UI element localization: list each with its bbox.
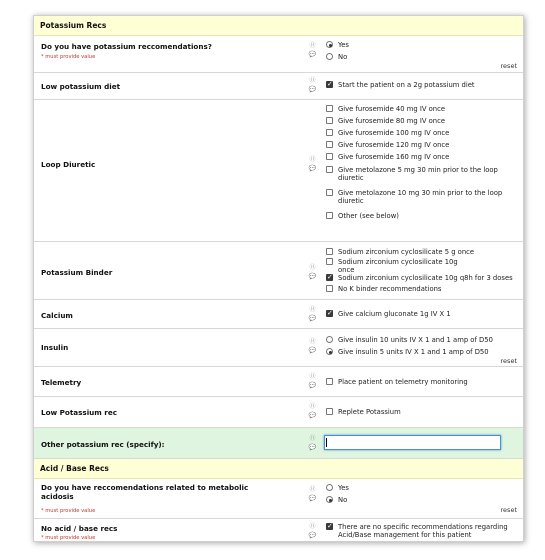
checkbox-furosemide-160[interactable] — [326, 153, 333, 160]
checkbox-label: Give furosemide 80 mg IV once — [338, 117, 446, 125]
checkbox-potassium-diet[interactable] — [326, 81, 333, 88]
row-telemetry — [34, 367, 523, 397]
checkbox-label: Give furosemide 100 mg IV once — [338, 129, 450, 137]
checkbox-label: Give furosemide 40 mg IV once — [338, 105, 446, 113]
comment-icon[interactable]: 💬 — [308, 347, 317, 354]
radio-no-label: No — [338, 53, 348, 61]
checkbox-label: Give metolazone 10 mg 30 min prior to the loop diuretic — [338, 189, 503, 205]
radio-no[interactable] — [326, 496, 333, 503]
text-caret — [326, 438, 327, 447]
question-label: Potassium Binder — [41, 268, 113, 277]
checkbox-label: Other (see below) — [338, 212, 399, 220]
checkbox-label: Replete Potassium — [338, 408, 401, 416]
question-label: Do you have potassium reccomendations? — [41, 42, 212, 51]
checkbox-szc-5g[interactable] — [326, 248, 333, 255]
reset-link[interactable]: reset — [500, 506, 517, 514]
checkbox-furosemide-40[interactable] — [326, 105, 333, 112]
checkbox-label: No K binder recommendations — [338, 285, 442, 293]
checkbox-label: Give calcium gluconate 1g IV X 1 — [338, 310, 451, 318]
checkbox-metolazone-5[interactable] — [326, 166, 333, 173]
checkbox-furosemide-100[interactable] — [326, 129, 333, 136]
radio-yes[interactable] — [326, 484, 333, 491]
checkbox-metolazone-10[interactable] — [326, 189, 333, 196]
question-label: No acid / base recs — [41, 524, 118, 533]
row-potassium-recs — [34, 36, 523, 73]
question-label: Loop Diuretic — [41, 160, 96, 169]
row-other-potassium — [34, 428, 523, 459]
other-potassium-input[interactable] — [324, 435, 501, 450]
history-icon[interactable]: Ⓗ — [309, 486, 316, 493]
required-note: * must provide value — [41, 54, 96, 60]
checkbox-szc-10g-q8h[interactable] — [326, 274, 333, 281]
comment-icon[interactable]: 💬 — [308, 51, 317, 58]
question-label: Insulin — [41, 343, 69, 352]
checkbox-label: Sodium zirconium cyclosilicate 5 g once — [338, 248, 475, 256]
history-icon[interactable]: Ⓗ — [309, 435, 316, 442]
question-label: Other potassium rec (specify): — [41, 440, 165, 449]
checkbox-label: Place patient on telemetry monitoring — [338, 378, 468, 386]
checkbox-furosemide-120[interactable] — [326, 141, 333, 148]
history-icon[interactable]: Ⓗ — [309, 523, 316, 530]
row-calcium — [34, 300, 523, 329]
survey-form — [33, 15, 524, 542]
history-icon[interactable]: Ⓗ — [309, 42, 316, 49]
checkbox-szc-10g-once[interactable] — [326, 258, 333, 265]
radio-label: Give insulin 5 units IV X 1 and 1 amp of D50 — [338, 348, 489, 356]
checkbox-label: Start the patient on a 2g potassium diet — [338, 81, 475, 89]
radio-insulin-5[interactable] — [326, 348, 333, 355]
radio-yes-label: Yes — [338, 41, 349, 49]
question-label: Low potassium diet — [41, 82, 121, 91]
row-low-potassium-diet — [34, 73, 523, 100]
radio-insulin-10[interactable] — [326, 336, 333, 343]
history-icon[interactable]: Ⓗ — [309, 77, 316, 84]
checkbox-no-acid-base[interactable] — [326, 523, 333, 530]
checkbox-other[interactable] — [326, 212, 333, 219]
question-label: Calcium — [41, 311, 73, 320]
reset-link[interactable]: reset — [500, 357, 517, 365]
reset-link[interactable]: reset — [500, 62, 517, 70]
comment-icon[interactable]: 💬 — [308, 165, 317, 172]
row-acid-base-recs — [34, 479, 523, 519]
question-label: Low Potassium rec — [41, 408, 117, 417]
radio-no-label: No — [338, 496, 348, 504]
required-note: * must provide value — [41, 508, 96, 514]
section-header-acid-base: Acid / Base Recs — [34, 459, 523, 479]
checkbox-replete-potassium[interactable] — [326, 408, 333, 415]
radio-no[interactable] — [326, 53, 333, 60]
question-label: Telemetry — [41, 378, 82, 387]
comment-icon[interactable]: 💬 — [308, 444, 317, 451]
row-potassium-binder — [34, 242, 523, 300]
history-icon[interactable]: Ⓗ — [309, 338, 316, 345]
checkbox-label: Give furosemide 120 mg IV once — [338, 141, 450, 149]
radio-yes[interactable] — [326, 41, 333, 48]
checkbox-calcium[interactable] — [326, 310, 333, 317]
history-icon[interactable]: Ⓗ — [309, 264, 316, 271]
section-header-potassium: Potassium Recs — [34, 16, 523, 36]
comment-icon[interactable]: 💬 — [308, 532, 317, 539]
comment-icon[interactable]: 💬 — [308, 273, 317, 280]
checkbox-label: Sodium zirconium cyclosilicate 10g q8h for 3 doses — [338, 274, 513, 282]
checkbox-furosemide-80[interactable] — [326, 117, 333, 124]
history-icon[interactable]: Ⓗ — [309, 306, 316, 313]
history-icon[interactable]: Ⓗ — [309, 403, 316, 410]
comment-icon[interactable]: 💬 — [308, 495, 317, 502]
checkbox-telemetry[interactable] — [326, 378, 333, 385]
checkbox-label: Give furosemide 160 mg IV once — [338, 153, 450, 161]
row-low-potassium-rec — [34, 397, 523, 428]
row-no-acid-base — [34, 519, 523, 541]
comment-icon[interactable]: 💬 — [308, 382, 317, 389]
checkbox-label: There are no specific recommendations regarding Acid/Base management for this patient — [338, 523, 508, 539]
question-label: Do you have reccomendations related to metabolic acidosis — [41, 483, 249, 501]
row-loop-diuretic — [34, 100, 523, 242]
comment-icon[interactable]: 💬 — [308, 86, 317, 93]
checkbox-label: Give metolazone 5 mg 30 min prior to the loop diuretic — [338, 166, 498, 182]
checkbox-label: Sodium zirconium cyclosilicate 10g once — [338, 258, 458, 274]
history-icon[interactable]: Ⓗ — [309, 156, 316, 163]
checkbox-no-binder[interactable] — [326, 285, 333, 292]
comment-icon[interactable]: 💬 — [308, 412, 317, 419]
comment-icon[interactable]: 💬 — [308, 315, 317, 322]
radio-label: Give insulin 10 units IV X 1 and 1 amp of D50 — [338, 336, 493, 344]
row-insulin — [34, 329, 523, 367]
history-icon[interactable]: Ⓗ — [309, 373, 316, 380]
radio-yes-label: Yes — [338, 484, 349, 492]
required-note: * must provide value — [41, 535, 96, 541]
